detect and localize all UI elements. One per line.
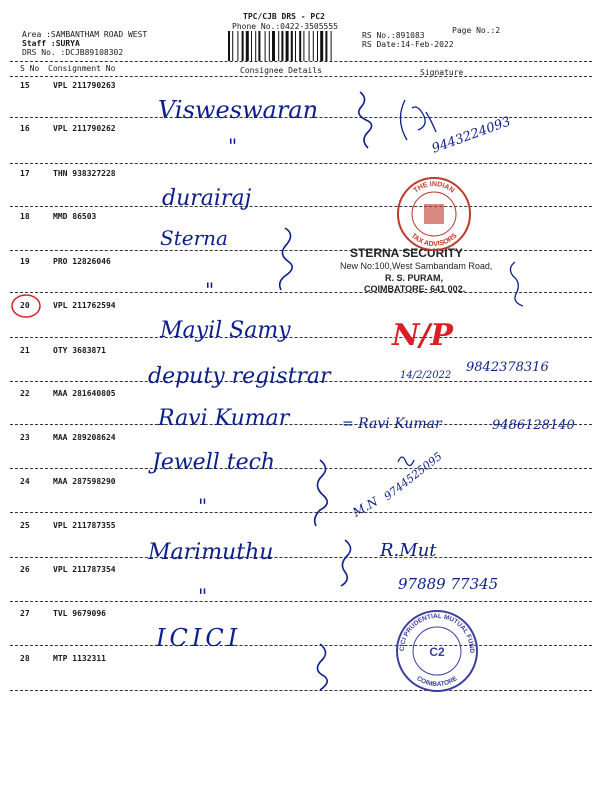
sterna-stamp-city: COIMBATORE- 641 002. <box>364 284 466 294</box>
row-consignment: TVL 9679096 <box>53 609 106 618</box>
handwritten-name: Jewell tech <box>152 450 276 475</box>
not-present-mark: N/P <box>392 318 453 353</box>
row-sno: 23 <box>20 433 30 442</box>
staff-label: Staff :SURYA <box>22 39 80 48</box>
document-title: TPC/CJB DRS - PC2 <box>243 12 325 21</box>
icici-stamp <box>392 606 482 696</box>
row-sno: 17 <box>20 169 30 178</box>
row-consignment: PRO 12826046 <box>53 257 111 266</box>
row-sno: 26 <box>20 565 30 574</box>
svg-text:COIMBATORE <box>415 675 459 688</box>
handwritten-phone: 9842378316 <box>466 360 549 375</box>
icici-stamp-bottom-text: COIMBATORE <box>415 675 459 689</box>
tax-stamp-top-text: THE INDIAN <box>412 180 456 195</box>
row-consignment: MTP 1132311 <box>53 654 106 663</box>
column-header-sno: S No <box>20 64 40 73</box>
row-sno: 20 <box>20 301 30 310</box>
handwritten-name: durairaj <box>162 186 252 211</box>
tax-advisors-stamp <box>392 172 476 256</box>
column-header-signature: Signature <box>420 68 464 77</box>
row-consignment: MAA 281640805 <box>53 389 116 398</box>
handwritten-ditto: " <box>228 134 238 158</box>
row-sno: 16 <box>20 124 30 133</box>
column-header-consignment: Consignment No <box>48 64 116 73</box>
row-consignment: OTY 3683871 <box>53 346 106 355</box>
page-number: Page No.:2 <box>452 26 501 35</box>
sterna-stamp-address: New No:100,West Sambandam Road, <box>340 261 493 271</box>
row-sno: 25 <box>20 521 30 530</box>
handwritten-date: 14/2/2022 <box>400 370 452 381</box>
handwritten-ditto: " <box>205 278 215 302</box>
sterna-stamp-title: STERNA SECURITY <box>350 246 463 260</box>
row-consignment: MAA 287598290 <box>53 477 116 486</box>
drs-number: DRS No. :DCJB89108302 <box>22 48 124 57</box>
handwritten-phone: 9744525095 <box>381 449 445 504</box>
icici-stamp-top-text: CICI PRUDENTIAL MUTUAL FUND <box>398 612 476 654</box>
handwritten-name: Visweswaran <box>158 96 319 124</box>
handwritten-phone: 97889 77345 <box>398 575 499 593</box>
row-consignment: MMD 86503 <box>53 212 97 221</box>
row-consignment: VPL 211787354 <box>53 565 116 574</box>
handwritten-phone: 9486128140 <box>492 418 575 433</box>
row-sno: 15 <box>20 81 30 90</box>
handwritten-ditto: " <box>198 494 208 518</box>
handwritten-signature: M.N <box>350 494 381 520</box>
row-sno: 22 <box>20 389 30 398</box>
tax-stamp-bottom-text: TAX ADVISORS <box>409 232 459 249</box>
handwritten-name: Sterna <box>160 226 228 250</box>
phone-number: Phone No.:0422-3505555 <box>232 22 338 31</box>
sterna-stamp-area: R. S. PURAM, <box>385 273 444 283</box>
handwritten-name: deputy registrar <box>148 364 331 389</box>
row-sno: 19 <box>20 257 30 266</box>
handwritten-signature: R.Mut <box>380 540 437 561</box>
handwritten-name: Mayil Samy <box>160 318 291 343</box>
row-sno: 18 <box>20 212 30 221</box>
row-consignment: MAA 289208624 <box>53 433 116 442</box>
row-consignment: VPL 211762594 <box>53 301 116 310</box>
row-consignment: VPL 211790262 <box>53 124 116 133</box>
row-consignment: VPL 211787355 <box>53 521 116 530</box>
row-sno: 24 <box>20 477 30 486</box>
handwritten-name: ICICI <box>156 624 242 652</box>
row-consignment: VPL 211790263 <box>53 81 116 90</box>
row-sno: 27 <box>20 609 30 618</box>
area-label: Area :SAMBANTHAM ROAD WEST <box>22 30 148 39</box>
rs-number: RS No.:891083 <box>362 31 425 40</box>
handwritten-phone: 9443224093 <box>429 114 513 157</box>
row-sno: 28 <box>20 654 30 663</box>
handwritten-ditto: " <box>198 584 208 608</box>
column-header-consignee: Consignee Details <box>240 66 322 75</box>
handwritten-name: Ravi Kumar <box>158 406 290 431</box>
handwritten-name: Marimuthu <box>148 540 274 565</box>
rs-date: RS Date:14-Feb-2022 <box>362 40 454 49</box>
icici-stamp-center: C2 <box>429 645 445 659</box>
row-consignment: THN 938327228 <box>53 169 116 178</box>
row-sno: 21 <box>20 346 30 355</box>
handwritten-signature: = Ravi Kumar <box>342 416 442 432</box>
